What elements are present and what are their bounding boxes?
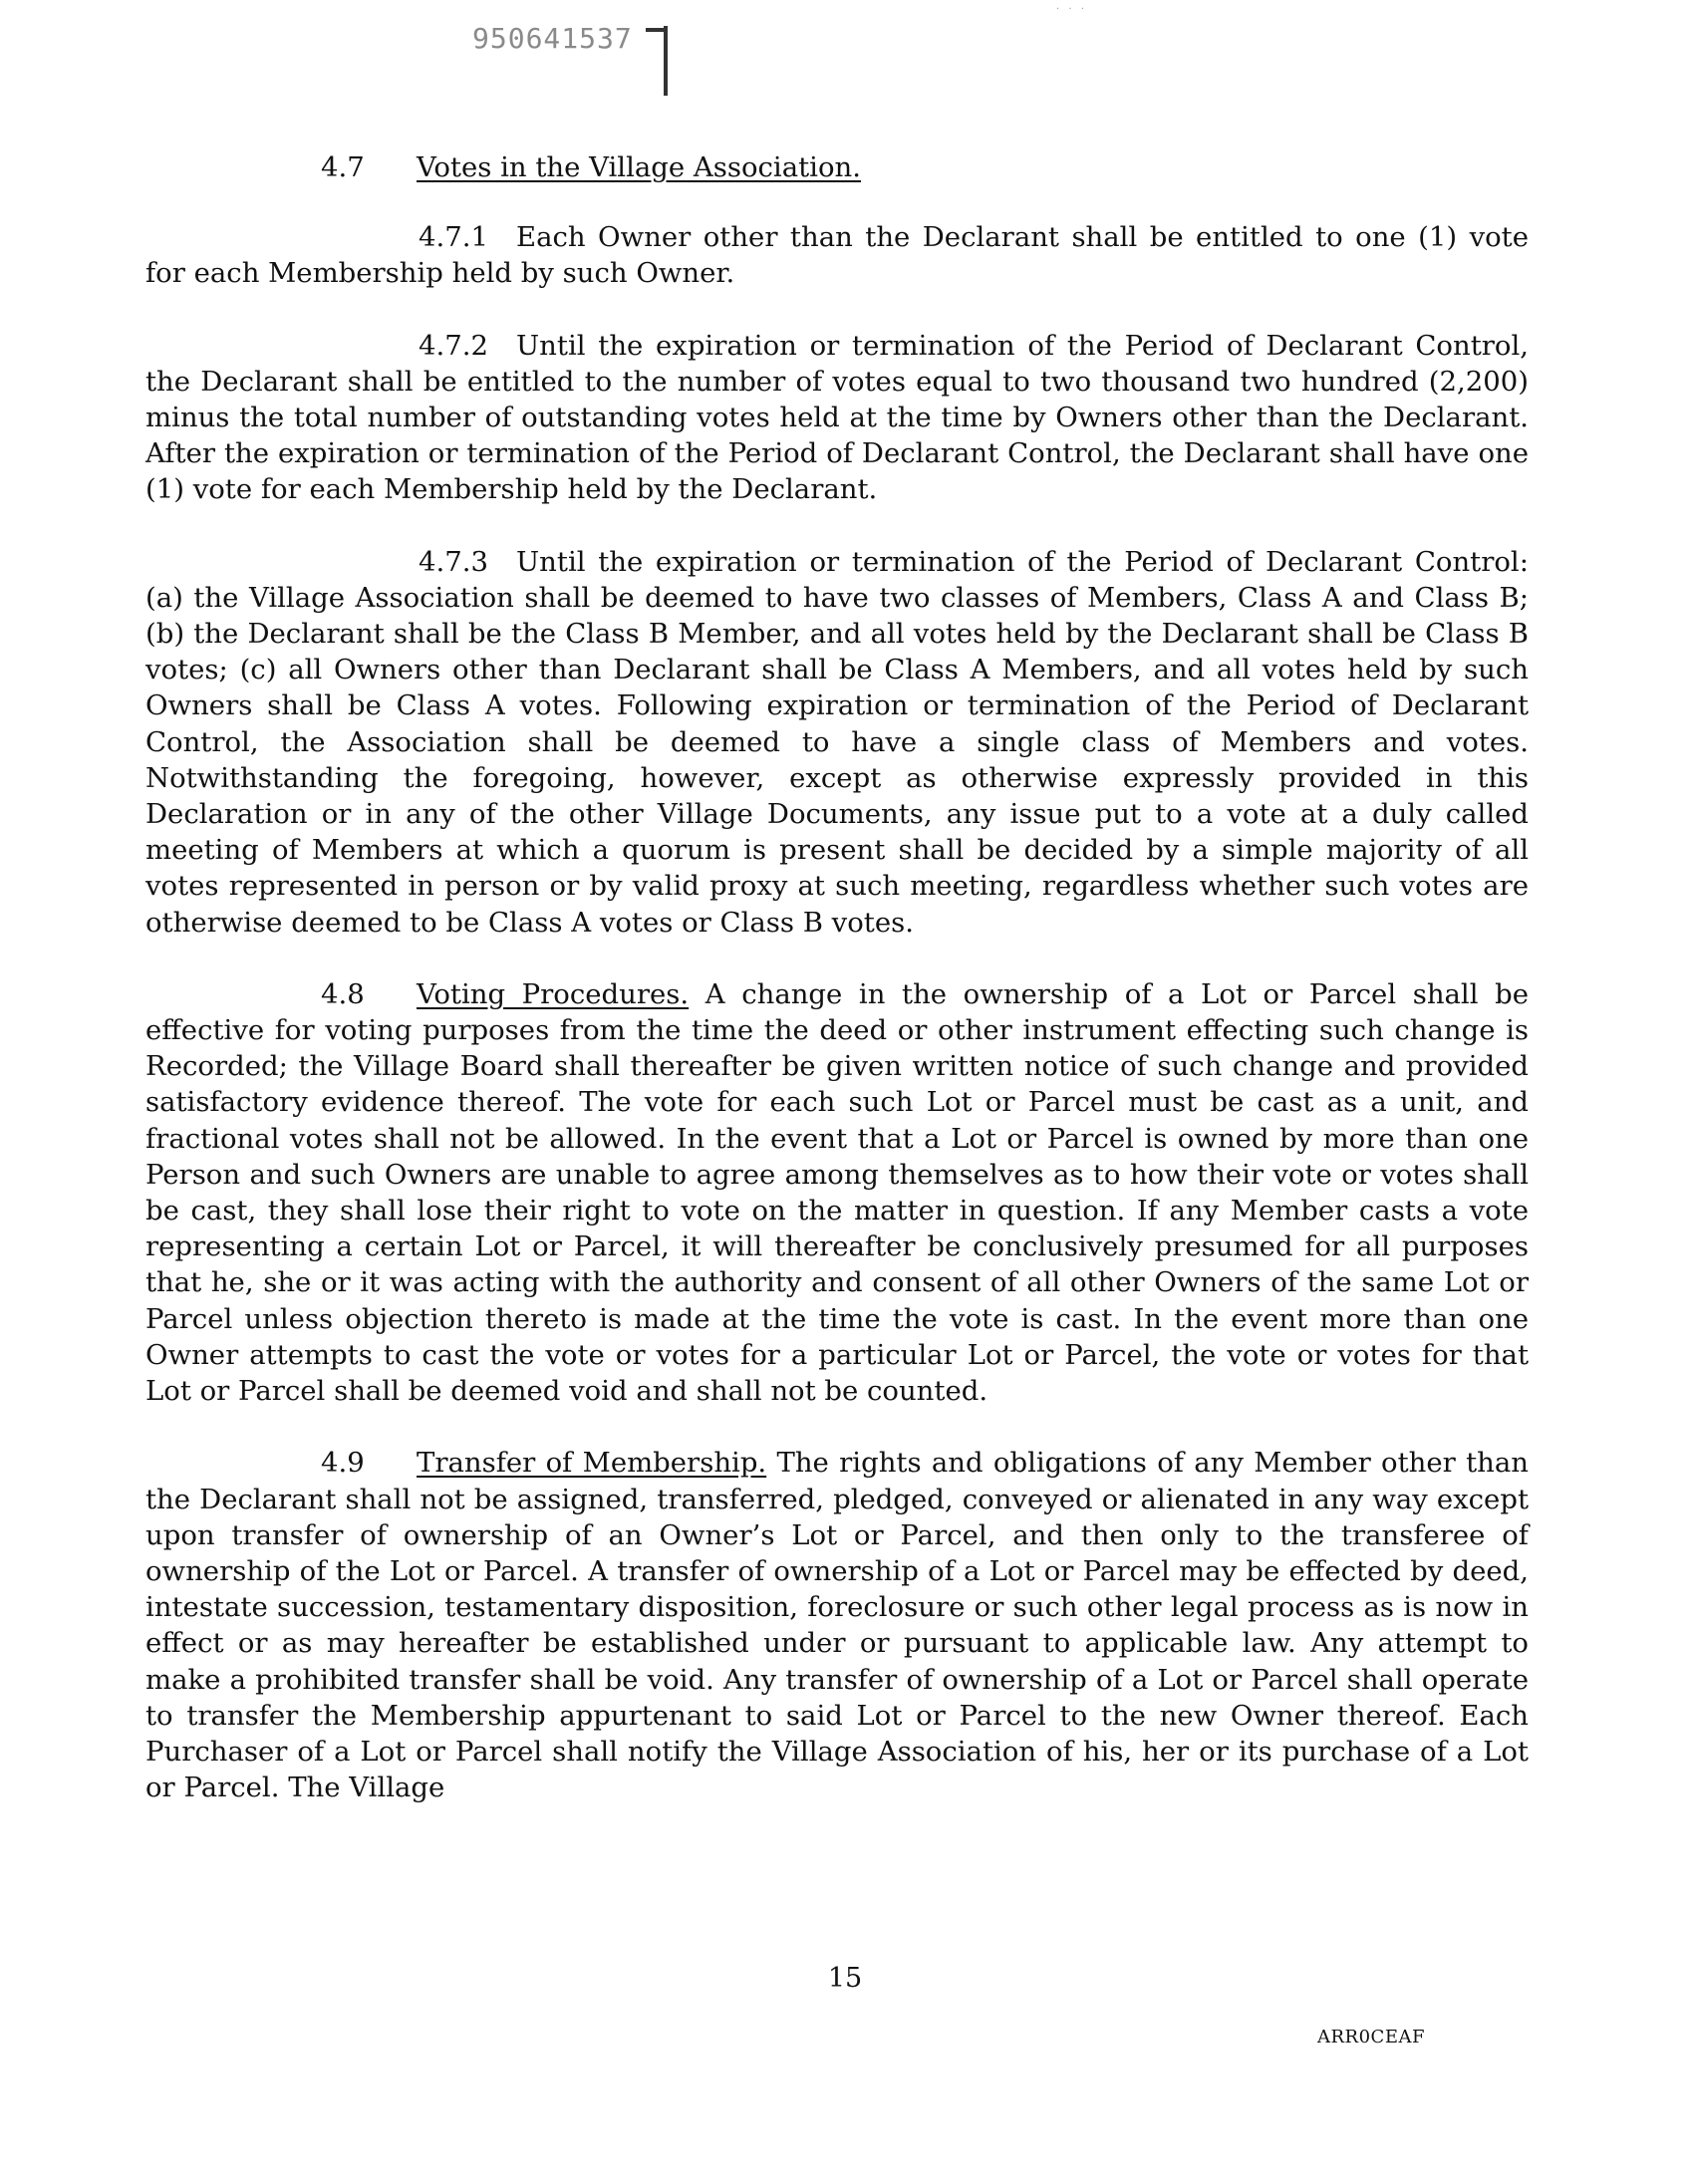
section-number: 4.8 <box>321 977 365 1010</box>
section-4-7-2 <box>145 328 1529 508</box>
scan-specks: · · · <box>1056 4 1087 15</box>
section-4-7-1 <box>145 219 1529 291</box>
section-number: 4.7.3 <box>419 545 488 578</box>
section-number: 4.7.2 <box>419 329 488 362</box>
section-4-7-3 <box>145 544 1529 941</box>
document-body <box>145 149 1529 1841</box>
section-number: 4.7.1 <box>419 221 488 254</box>
section-text: A change in the ownership of a Lot or Parcel shall be effective for voting purposes from the time the deed or other instrument effecting such change is Recorded; the Village Board shall thereafter be given written notice of such change and provided satisfactory evidence thereof. The vote for each such Lot or Parcel must be cast as a unit, and fractional votes shall not be allowed. In the event that a Lot or Parcel is owned by more than one Person and such Owners are unable to agree among themselves as to how their vote or votes shall be cast, they shall lose their right to vote on the matter in question. If any Member casts a vote representing a certain Lot or Parcel, it will thereafter be conclusively presumed for all purposes that he, she or it was acting with the authority and consent of all other Owners of the same Lot or Parcel unless objection thereto is made at the time the vote is cast. In the event more than one Owner attempts to cast the vote or votes for a particular Lot or Parcel, the vote or votes for that Lot or Parcel shall be deemed void and shall not be counted. <box>145 977 1530 1408</box>
section-text: Each Owner other than the Declarant shall be entitled to one (1) vote for each Membership held by such Owner. <box>145 221 1529 290</box>
section-4-8 <box>145 976 1529 1409</box>
section-number: 4.9 <box>321 1447 365 1480</box>
document-number-stamp: 950641537 <box>472 22 633 55</box>
page-number: 15 <box>827 1963 863 1994</box>
section-title: Transfer of Membership. <box>417 1447 767 1480</box>
section-title: Votes in the Village Association. <box>417 151 861 183</box>
section-number: 4.7 <box>321 151 365 183</box>
section-title: Voting Procedures. <box>417 977 690 1010</box>
section-text: Until the expiration or termination of the Period of Declarant Control: (a) the Village Association shall be deemed to have two classes of Members, Class A and Class B; (b) the Declarant shall be the Class B Member, and all votes held by the Declarant shall be Class B votes; (c) all Owners other than Declarant shall be Class A Members, and all votes held by such Owners shall be Class A votes. Following expiration or termination of the Period of Declarant Control, the Association shall be deemed to have a single class of Members and votes. Notwithstanding the foregoing, however, except as otherwise expressly provided in this Declaration or in any of the other Village Documents, any issue put to a vote at a duly called meeting of Members at which a quorum is present shall be decided by a simple majority of all votes represented in person or by valid proxy at such meeting, regardless whether such votes are otherwise deemed to be Class A votes or Class B votes. <box>145 545 1529 939</box>
section-4-7-heading <box>145 149 1529 185</box>
handwritten-mark <box>664 26 668 96</box>
section-4-9 <box>145 1445 1529 1805</box>
section-text: The rights and obligations of any Member other than the Declarant shall not be assigned, transferred, pledged, conveyed or alienated in any way except upon transfer of ownership of an Owner’s Lot or Parcel, and then only to the transferee of ownership of the Lot or Parcel. A transfer of ownership of a Lot or Parcel may be effected by deed, intestate succession, testamentary disposition, foreclosure or such other legal process as is now in effect or as may hereafter be established under or pursuant to applicable law. Any attempt to make a prohibited transfer shall be void. Any transfer of ownership of a Lot or Parcel shall operate to transfer the Membership appurtenant to said Lot or Parcel to the new Owner thereof. Each Purchaser of a Lot or Parcel shall notify the Village Association of his, her or its purchase of a Lot or Parcel. The Village <box>145 1447 1529 1804</box>
section-text: Until the expiration or termination of the Period of Declarant Control, the Declarant shall be entitled to the number of votes equal to two thousand two hundred (2,200) minus the total number of outstanding votes held at the time by Owners other than the Declarant. After the expiration or termination of the Period of Declarant Control, the Declarant shall have one (1) vote for each Membership held by the Declarant. <box>145 329 1529 506</box>
footer-code: ARR0CEAF <box>1317 2027 1425 2048</box>
